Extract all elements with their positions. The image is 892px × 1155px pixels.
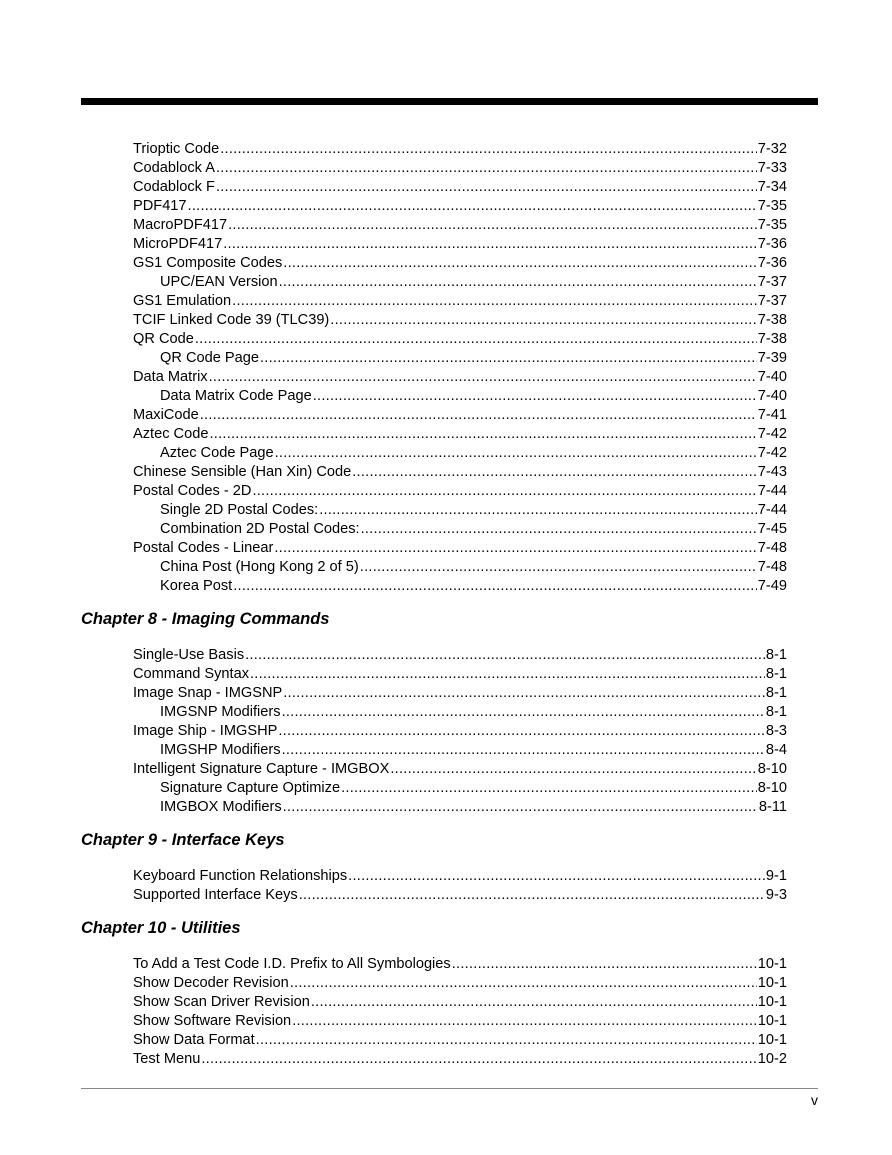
toc-entry-title: Postal Codes - Linear <box>133 540 274 556</box>
toc-entry[interactable] <box>133 235 787 254</box>
dot-leader <box>283 684 765 703</box>
toc-entry-page: 7-42 <box>757 445 787 461</box>
dot-leader <box>232 292 757 311</box>
toc-entry-title: IMGSHP Modifiers <box>160 742 281 758</box>
toc-entry-title: Data Matrix <box>133 369 208 385</box>
dot-leader <box>283 798 758 817</box>
toc-entry-title: IMGSNP Modifiers <box>160 704 281 720</box>
dot-leader <box>209 368 757 387</box>
toc-entry-title: Data Matrix Code Page <box>160 388 312 404</box>
toc-entry-title: Signature Capture Optimize <box>160 780 341 796</box>
toc-subentry[interactable] <box>133 703 787 722</box>
dot-leader <box>201 1050 756 1069</box>
toc-entry-page: 7-38 <box>757 312 787 328</box>
toc-entry-title: Chinese Sensible (Han Xin) Code <box>133 464 352 480</box>
toc-entry[interactable] <box>133 406 787 425</box>
chapter-heading: Chapter 8 - Imaging Commands <box>81 610 330 628</box>
dot-leader <box>299 886 765 905</box>
toc-entry-page: 7-42 <box>757 426 787 442</box>
toc-entry-title: Show Decoder Revision <box>133 975 289 991</box>
toc-entry-page: 7-34 <box>757 179 787 195</box>
toc-subentry[interactable] <box>133 387 787 406</box>
toc-entry-page: 8-11 <box>758 799 787 815</box>
dot-leader <box>290 974 757 993</box>
toc-entry-page: 8-1 <box>765 666 787 682</box>
toc-entry[interactable] <box>133 760 787 779</box>
dot-leader <box>292 1012 757 1031</box>
toc-entry-title: Codablock F <box>133 179 215 195</box>
toc-entry[interactable] <box>133 684 787 703</box>
toc-entry-page: 10-1 <box>757 994 787 1010</box>
dot-leader <box>282 741 765 760</box>
toc-entry-page: 7-40 <box>757 388 787 404</box>
toc-entry-page: 7-49 <box>757 578 787 594</box>
toc-entry-page: 7-41 <box>757 407 787 423</box>
dot-leader <box>282 703 765 722</box>
toc-entry-title: Trioptic Code <box>133 141 220 157</box>
toc-entry[interactable] <box>133 292 787 311</box>
toc-entry[interactable] <box>133 722 787 741</box>
chapter-heading: Chapter 9 - Interface Keys <box>81 831 285 849</box>
dot-leader <box>274 539 756 558</box>
toc-entry-page: 10-1 <box>757 1013 787 1029</box>
toc-subentry[interactable] <box>133 558 787 577</box>
toc-entry-page: 7-44 <box>757 502 787 518</box>
dot-leader <box>256 1031 757 1050</box>
header-rule <box>81 98 818 105</box>
toc-entry-page: 10-1 <box>757 1032 787 1048</box>
toc-entry[interactable] <box>133 368 787 387</box>
toc-entry-page: 7-48 <box>757 540 787 556</box>
toc-entry-title: Intelligent Signature Capture - IMGBOX <box>133 761 390 777</box>
dot-leader <box>209 425 756 444</box>
toc-entry-title: Combination 2D Postal Codes: <box>160 521 360 537</box>
toc-entry[interactable] <box>133 425 787 444</box>
toc-subentry[interactable] <box>133 577 787 596</box>
dot-leader <box>360 558 757 577</box>
toc-entry-page: 8-1 <box>765 704 787 720</box>
toc-entry[interactable] <box>133 330 787 349</box>
dot-leader <box>390 760 756 779</box>
toc-entry-title: Aztec Code Page <box>160 445 274 461</box>
toc-entry-title: GS1 Emulation <box>133 293 232 309</box>
toc-entry-page: 7-39 <box>757 350 787 366</box>
toc-entry-page: 8-3 <box>765 723 787 739</box>
dot-leader <box>361 520 757 539</box>
toc-entry[interactable] <box>133 197 787 216</box>
dot-leader <box>352 463 757 482</box>
toc-entry-page: 8-4 <box>765 742 787 758</box>
dot-leader <box>245 646 765 665</box>
toc-entry-page: 7-48 <box>757 559 787 575</box>
toc-entry-title: Image Ship - IMGSHP <box>133 723 278 739</box>
toc-entry-page: 7-43 <box>757 464 787 480</box>
dot-leader <box>311 993 757 1012</box>
toc-entry-title: Show Scan Driver Revision <box>133 994 310 1010</box>
toc-entry[interactable] <box>133 311 787 330</box>
toc-entry-title: MaxiCode <box>133 407 199 423</box>
toc-entry-title: Keyboard Function Relationships <box>133 868 348 884</box>
dot-leader <box>260 349 757 368</box>
toc-entry-title: UPC/EAN Version <box>160 274 278 290</box>
toc-entry-page: 8-1 <box>765 685 787 701</box>
table-of-contents <box>81 140 787 1069</box>
toc-entry[interactable] <box>133 539 787 558</box>
dot-leader <box>216 159 757 178</box>
toc-entry-title: PDF417 <box>133 198 187 214</box>
dot-leader <box>275 444 757 463</box>
toc-entry-title: MicroPDF417 <box>133 236 223 252</box>
toc-entry[interactable] <box>133 140 787 159</box>
dot-leader <box>223 235 757 254</box>
dot-leader <box>250 665 765 684</box>
toc-entry-title: Single 2D Postal Codes: <box>160 502 319 518</box>
page-number: v <box>811 1092 818 1108</box>
toc-entry-page: 9-3 <box>765 887 787 903</box>
dot-leader <box>319 501 757 520</box>
dot-leader <box>278 722 765 741</box>
toc-entry-title: MacroPDF417 <box>133 217 228 233</box>
toc-entry-page: 7-36 <box>757 255 787 271</box>
toc-subentry[interactable] <box>133 741 787 760</box>
dot-leader <box>330 311 756 330</box>
toc-entry-page: 7-36 <box>757 236 787 252</box>
chapter-heading: Chapter 10 - Utilities <box>81 919 241 937</box>
toc-entry-title: GS1 Composite Codes <box>133 255 283 271</box>
toc-entry-title: TCIF Linked Code 39 (TLC39) <box>133 312 330 328</box>
dot-leader <box>233 577 757 596</box>
toc-entry[interactable] <box>133 159 787 178</box>
toc-entry[interactable] <box>133 955 787 974</box>
toc-entry-page: 10-2 <box>757 1051 787 1067</box>
toc-entry-title: Show Software Revision <box>133 1013 292 1029</box>
toc-entry[interactable] <box>133 1031 787 1050</box>
toc-subentry[interactable] <box>133 444 787 463</box>
toc-entry-page: 8-10 <box>757 780 787 796</box>
dot-leader <box>341 779 757 798</box>
toc-entry[interactable] <box>133 254 787 273</box>
dot-leader <box>200 406 757 425</box>
toc-entry-title: Korea Post <box>160 578 233 594</box>
toc-entry-page: 7-35 <box>757 198 787 214</box>
toc-entry-title: IMGBOX Modifiers <box>160 799 282 815</box>
toc-entry-page: 7-45 <box>757 521 787 537</box>
toc-entry-title: QR Code <box>133 331 194 347</box>
dot-leader <box>348 867 765 886</box>
toc-entry-title: Command Syntax <box>133 666 249 682</box>
toc-entry-page: 9-1 <box>765 868 787 884</box>
toc-entry[interactable] <box>133 646 787 665</box>
toc-entry-title: Show Data Format <box>133 1032 255 1048</box>
toc-entry[interactable] <box>133 482 787 501</box>
toc-entry-page: 10-1 <box>757 975 787 991</box>
toc-entry-page: 7-37 <box>757 274 787 290</box>
footer-rule <box>81 1088 818 1089</box>
dot-leader <box>313 387 757 406</box>
toc-entry[interactable] <box>133 1012 787 1031</box>
toc-entry-page: 8-1 <box>765 647 787 663</box>
toc-entry-title: Supported Interface Keys <box>133 887 298 903</box>
toc-entry-page: 7-33 <box>757 160 787 176</box>
toc-entry[interactable] <box>133 665 787 684</box>
toc-entry-title: China Post (Hong Kong 2 of 5) <box>160 559 359 575</box>
toc-entry-title: Postal Codes - 2D <box>133 483 252 499</box>
toc-entry[interactable] <box>133 1050 787 1069</box>
toc-subentry[interactable] <box>133 501 787 520</box>
dot-leader <box>188 197 757 216</box>
toc-subentry[interactable] <box>133 798 787 817</box>
toc-entry[interactable] <box>133 178 787 197</box>
toc-entry-title: Aztec Code <box>133 426 209 442</box>
toc-entry-page: 7-35 <box>757 217 787 233</box>
toc-entry[interactable] <box>133 993 787 1012</box>
toc-entry[interactable] <box>133 216 787 235</box>
toc-entry-page: 7-40 <box>757 369 787 385</box>
toc-entry-title: To Add a Test Code I.D. Prefix to All Symbologies <box>133 956 451 972</box>
toc-entry-title: Test Menu <box>133 1051 201 1067</box>
dot-leader <box>216 178 757 197</box>
dot-leader <box>452 955 757 974</box>
toc-entry[interactable] <box>133 463 787 482</box>
toc-subentry[interactable] <box>133 779 787 798</box>
toc-entry-page: 7-37 <box>757 293 787 309</box>
toc-subentry[interactable] <box>133 273 787 292</box>
toc-entry-page: 7-38 <box>757 331 787 347</box>
toc-entry-page: 10-1 <box>757 956 787 972</box>
dot-leader <box>195 330 757 349</box>
toc-entry-page: 8-10 <box>757 761 787 777</box>
dot-leader <box>283 254 757 273</box>
toc-entry[interactable] <box>133 886 787 905</box>
toc-entry-title: Single-Use Basis <box>133 647 245 663</box>
toc-entry-page: 7-32 <box>757 141 787 157</box>
toc-subentry[interactable] <box>133 349 787 368</box>
dot-leader <box>220 140 757 159</box>
toc-entry[interactable] <box>133 867 787 886</box>
dot-leader <box>252 482 756 501</box>
toc-entry-page: 7-44 <box>757 483 787 499</box>
toc-entry-title: Image Snap - IMGSNP <box>133 685 283 701</box>
toc-subentry[interactable] <box>133 520 787 539</box>
toc-entry-title: QR Code Page <box>160 350 259 366</box>
toc-entry-title: Codablock A <box>133 160 215 176</box>
dot-leader <box>228 216 757 235</box>
dot-leader <box>279 273 757 292</box>
toc-entry[interactable] <box>133 974 787 993</box>
